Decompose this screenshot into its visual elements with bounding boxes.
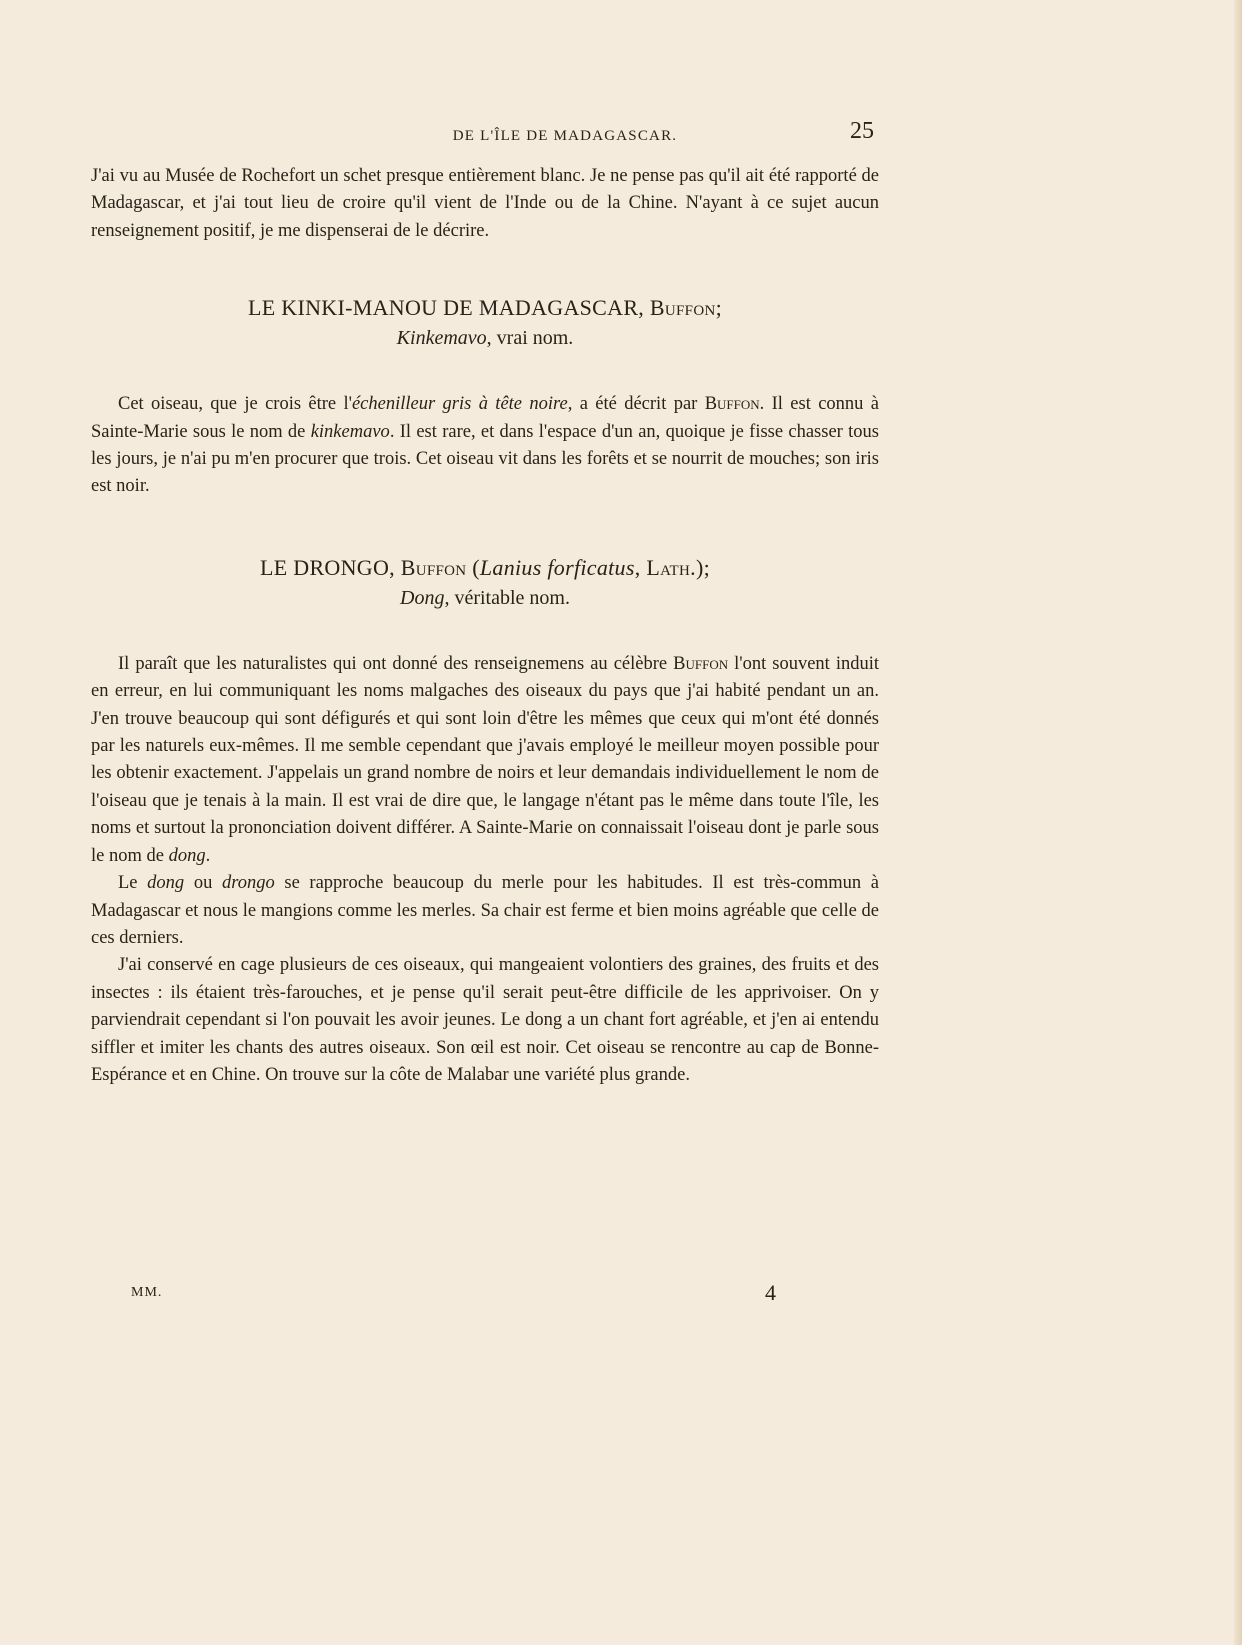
text-run: Il paraît que les naturalistes qui ont donné des renseignemens au célèbre [118, 653, 674, 674]
section-title-text: LE DRONGO, [259, 554, 401, 580]
section-title-punct: ); [695, 554, 710, 580]
text-run: . [205, 845, 211, 866]
text-run: se rapproche beaucoup du merle pour les habitudes. Il est très-commun à Madagascar et nous le mangions comme les merles. Sa chair est ferme et bien moins agréable que celle de ces derniers. [91, 873, 880, 948]
page-edge [1234, 0, 1242, 1645]
drongo-paragraph-2 [91, 870, 879, 952]
intro-paragraph: J'ai vu au Musée de Rochefort un schet presque entièrement blanc. Je ne pense pas qu'il ait été rapporté de Madagascar, et j'ai tout lieu de croire qu'il vient de l'Inde ou de la Chine. N'ayant à ce sujet aucun renseignement positif, je me dispenserai de le décrire. [91, 166, 879, 241]
text-run: Le [118, 873, 148, 894]
author-name: Buffon [673, 653, 729, 674]
section-subtitle-name: Dong [400, 586, 445, 609]
author-name: Buffon [704, 394, 760, 415]
drongo-paragraph-3: J'ai conservé en cage plusieurs de ces oiseaux, qui mangeaient volontiers des graines, des fruits et des insectes : ils étaient très-farouches, et je pense qu'il serait peut-être difficile de les apprivoiser. On y parviendrait cependant si l'on pouvait les avoir jeunes. Le dong a un chant fort agréable, et j'en ai entendu siffler et imiter les chants des autres oiseaux. Son œil est noir. Cet oiseau se rencontre au cap de Bonne-Espérance et en Chine. On trouve sur la côte de Malabar une variété plus grande. [91, 955, 879, 1085]
page-number: 25 [850, 118, 874, 144]
section-title-punct: , [634, 554, 647, 580]
italic-run: échenilleur gris à tête noire [351, 394, 568, 415]
text-run: Cet oiseau, que je crois être l' [118, 394, 352, 415]
text-run: , a été décrit par [567, 394, 705, 415]
text-run: . Il est rare, et dans l'espace d'un an, quoique je fisse chasser tous les jours, je n'ai pu m'en procurer que trois. Cet oiseau vit dans les forêts et se nourrit de mouches; son iris est noir. [91, 421, 879, 497]
text-block [91, 163, 879, 1089]
section-title-punct: ( [466, 554, 480, 580]
section-title-author: Buffon [649, 295, 716, 321]
italic-run: kinkemavo [310, 421, 390, 442]
section-subtitle-rest: , véritable nom. [444, 586, 570, 609]
text-run: . Il est connu à Sainte-Marie sous le nom de [91, 394, 879, 442]
section-title-punct: ; [715, 295, 722, 321]
section-subtitle-drongo [91, 583, 879, 613]
section-subtitle-name: Kinkemavo [396, 327, 487, 350]
section-title-drongo [91, 553, 879, 583]
text-run: ou [184, 873, 222, 894]
section-subtitle-rest: , vrai nom. [486, 327, 574, 350]
text-run: l'ont souvent induit en erreur, en lui communiquant les noms malgaches des oiseaux du pays que j'ai habité pendant un an. J'en trouve beaucoup qui sont défigurés et qui sont loin d'être les mêmes que ceux qui m'ont été donnés par les naturels eux-mêmes. Il me semble cependant que j'avais employé le meilleur moyen possible pour les obtenir exactement. J'appelais un grand nombre de noirs et leur demandais individuellement le nom de l'oiseau que je tenais à la main. Il est vrai de dire que, le langage n'étant pas le même dans toute l'île, les noms et surtout la prononciation doivent différer. A Sainte-Marie on connaissait l'oiseau dont je parle sous le nom de [91, 653, 879, 866]
section-title-latin: Lanius forficatus [479, 554, 635, 580]
section-title-text: LE KINKI-MANOU DE MADAGASCAR, [247, 295, 650, 321]
gathering-number: 4 [765, 1280, 776, 1305]
italic-run: drongo [221, 873, 275, 894]
section-subtitle-kinki-manou [91, 323, 879, 353]
section-title-author: Buffon [400, 554, 467, 580]
drongo-paragraph-1 [91, 651, 879, 870]
section-title-authority: Lath. [646, 554, 696, 580]
signature-mark: MM. [131, 1285, 163, 1300]
italic-run: dong [147, 873, 185, 894]
running-head: DE L'ÎLE DE MADAGASCAR. [452, 128, 678, 144]
kinki-manou-paragraph [91, 391, 879, 501]
italic-run: dong [168, 845, 206, 866]
section-title-kinki-manou [91, 293, 879, 323]
